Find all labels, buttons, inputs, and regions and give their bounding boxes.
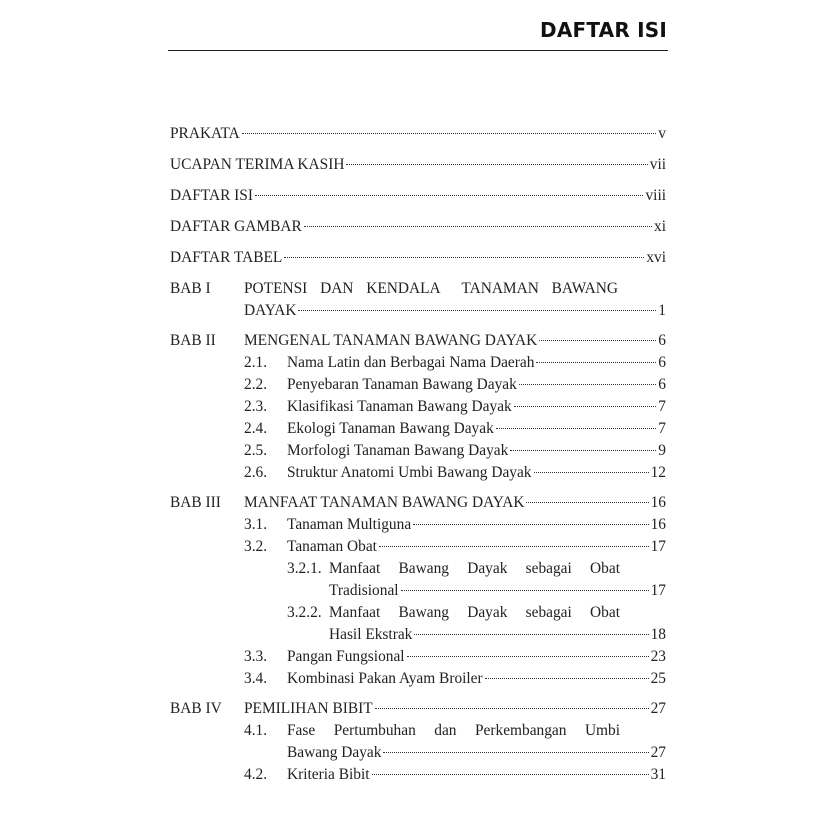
section-number: 3.4. — [244, 670, 268, 687]
word: Obat — [590, 560, 620, 577]
toc-entry-label: DAFTAR ISI — [170, 187, 253, 204]
section-label: Morfologi Tanaman Bawang Dayak — [287, 442, 509, 459]
word: KENDALA — [366, 280, 441, 297]
word: dan — [434, 722, 457, 739]
word: sebagai — [525, 604, 572, 621]
chapter-title: MENGENAL TANAMAN BAWANG DAYAK — [244, 332, 538, 349]
word: POTENSI — [244, 280, 308, 297]
section-number: 4.2. — [244, 766, 268, 783]
section-2-1[interactable] — [170, 352, 666, 374]
subsection-label-line2: Tradisional — [329, 582, 399, 599]
subsection-number: 3.2.1. — [287, 560, 322, 577]
toc-entry-page: vii — [649, 156, 666, 173]
section-3-4[interactable] — [170, 668, 666, 690]
toc-entry-page: viii — [645, 187, 666, 204]
dot-leader — [514, 406, 657, 407]
chapter-title: MANFAAT TANAMAN BAWANG DAYAK — [244, 494, 525, 511]
section-number: 2.4. — [244, 420, 268, 437]
dot-leader — [536, 362, 656, 363]
toc-entry-page: 17 — [650, 538, 666, 555]
section-number: 2.5. — [244, 442, 268, 459]
dot-leader — [379, 546, 649, 547]
toc-entry-page: 18 — [650, 626, 666, 643]
section-label: Tanaman Multiguna — [287, 516, 412, 533]
word: Bawang — [398, 560, 449, 577]
section-4-1-line1[interactable] — [170, 720, 666, 742]
toc-entry-label: DAFTAR TABEL — [170, 249, 283, 266]
dot-leader — [255, 195, 643, 196]
chapter-number: BAB II — [170, 332, 216, 349]
dot-leader — [510, 450, 656, 451]
chapter-number: BAB I — [170, 280, 211, 297]
toc-entry-page: 27 — [650, 700, 666, 717]
section-label-line1 — [287, 720, 666, 742]
section-number: 3.1. — [244, 516, 268, 533]
section-label: Tanaman Obat — [287, 538, 377, 555]
toc-entry-page: 16 — [650, 516, 666, 533]
toc-entry-page: v — [658, 125, 666, 142]
title-underline — [168, 50, 668, 51]
subsection-3-2-2-line2[interactable] — [170, 624, 666, 646]
dot-leader — [383, 752, 648, 753]
section-label: Kombinasi Pakan Ayam Broiler — [287, 670, 483, 687]
subsection-label-line1 — [329, 602, 666, 624]
dot-leader — [485, 678, 649, 679]
toc-entry-page: 9 — [658, 442, 666, 459]
toc-entry-page: 7 — [658, 420, 666, 437]
chapter-2-heading[interactable] — [170, 330, 666, 352]
chapter-title: PEMILIHAN BIBIT — [244, 700, 373, 717]
section-label: Penyebaran Tanaman Bawang Dayak — [287, 376, 517, 393]
word: Perkembangan — [474, 722, 567, 739]
dot-leader — [298, 310, 656, 311]
chapter-title-line1 — [244, 278, 666, 300]
toc-entry-page: 6 — [658, 376, 666, 393]
dot-leader — [534, 472, 649, 473]
dot-leader — [413, 524, 648, 525]
chapter-4-heading[interactable] — [170, 698, 666, 720]
chapter-number: BAB IV — [170, 700, 222, 717]
section-2-5[interactable] — [170, 440, 666, 462]
section-number: 2.3. — [244, 398, 268, 415]
section-number: 2.6. — [244, 464, 268, 481]
subsection-3-2-1-line2[interactable] — [170, 580, 666, 602]
section-number: 2.2. — [244, 376, 268, 393]
toc-entry-page: 16 — [650, 494, 666, 511]
dot-leader — [414, 634, 648, 635]
dot-leader — [526, 502, 648, 503]
word: Fase — [287, 722, 316, 739]
section-label: Klasifikasi Tanaman Bawang Dayak — [287, 398, 512, 415]
section-2-4[interactable] — [170, 418, 666, 440]
dot-leader — [372, 774, 649, 775]
toc-entry-page: 1 — [658, 302, 666, 319]
word: Umbi — [584, 722, 620, 739]
chapter-3-heading[interactable] — [170, 492, 666, 514]
chapter-1-heading-line1[interactable] — [170, 278, 666, 300]
toc-entry-page: 6 — [658, 354, 666, 371]
word: TANAMAN — [461, 280, 539, 297]
word: Obat — [590, 604, 620, 621]
toc-entry-daftar-gambar[interactable] — [170, 216, 666, 247]
toc-entry-page: xi — [654, 218, 666, 235]
subsection-number: 3.2.2. — [287, 604, 322, 621]
toc-entry-label: UCAPAN TERIMA KASIH — [170, 156, 345, 173]
toc-entry-label: PRAKATA — [170, 125, 240, 142]
section-label: Pangan Fungsional — [287, 648, 405, 665]
toc-entry-daftar-tabel[interactable] — [170, 247, 666, 278]
section-label: Ekologi Tanaman Bawang Dayak — [287, 420, 494, 437]
section-3-2[interactable] — [170, 536, 666, 558]
toc-entry-page: 27 — [650, 744, 666, 761]
page-title: DAFTAR ISI — [540, 18, 667, 42]
dot-leader — [242, 133, 657, 134]
dot-leader — [519, 384, 656, 385]
table-of-contents — [170, 123, 666, 786]
section-number: 2.1. — [244, 354, 268, 371]
section-number: 3.3. — [244, 648, 268, 665]
subsection-3-2-2-line1[interactable] — [170, 602, 666, 624]
word: Manfaat — [329, 604, 381, 621]
section-label: Kriteria Bibit — [287, 766, 370, 783]
section-2-2[interactable] — [170, 374, 666, 396]
dot-leader — [375, 708, 649, 709]
toc-entry-prakata[interactable] — [170, 123, 666, 154]
word: Dayak — [467, 604, 508, 621]
toc-entry-label: DAFTAR GAMBAR — [170, 218, 302, 235]
section-2-3[interactable] — [170, 396, 666, 418]
toc-entry-page: 23 — [650, 648, 666, 665]
dot-leader — [304, 226, 652, 227]
chapter-number: BAB III — [170, 494, 221, 511]
toc-entry-page: xvi — [646, 249, 666, 266]
word: Dayak — [467, 560, 508, 577]
subsection-3-2-1-line1[interactable] — [170, 558, 666, 580]
subsection-label-line1 — [329, 558, 666, 580]
toc-entry-page: 6 — [658, 332, 666, 349]
dot-leader — [407, 656, 649, 657]
dot-leader — [401, 590, 649, 591]
dot-leader — [346, 164, 647, 165]
section-3-1[interactable] — [170, 514, 666, 536]
toc-entry-ucapan-terima-kasih[interactable] — [170, 154, 666, 185]
toc-entry-page: 31 — [650, 766, 666, 783]
toc-entry-page: 25 — [650, 670, 666, 687]
dot-leader — [539, 340, 656, 341]
toc-entry-daftar-isi[interactable] — [170, 185, 666, 216]
section-3-3[interactable] — [170, 646, 666, 668]
word: DAN — [320, 280, 354, 297]
word: Manfaat — [329, 560, 381, 577]
section-2-6[interactable] — [170, 462, 666, 484]
section-number: 3.2. — [244, 538, 268, 555]
word: Bawang — [398, 604, 449, 621]
dot-leader — [496, 428, 657, 429]
section-label-line2: Bawang Dayak — [287, 744, 382, 761]
section-number: 4.1. — [244, 722, 268, 739]
section-label: Struktur Anatomi Umbi Bawang Dayak — [287, 464, 532, 481]
section-4-2[interactable] — [170, 764, 666, 786]
subsection-label-line2: Hasil Ekstrak — [329, 626, 413, 643]
section-label: Nama Latin dan Berbagai Nama Daerah — [287, 354, 535, 371]
chapter-title-line2: DAYAK — [244, 302, 297, 319]
dot-leader — [284, 257, 644, 258]
toc-entry-page: 17 — [650, 582, 666, 599]
word: Pertumbuhan — [333, 722, 416, 739]
word: sebagai — [525, 560, 572, 577]
toc-entry-page: 12 — [650, 464, 666, 481]
toc-entry-page: 7 — [658, 398, 666, 415]
chapter-1-heading-line2[interactable] — [170, 300, 666, 322]
word: BAWANG — [551, 280, 618, 297]
section-4-1-line2[interactable] — [170, 742, 666, 764]
